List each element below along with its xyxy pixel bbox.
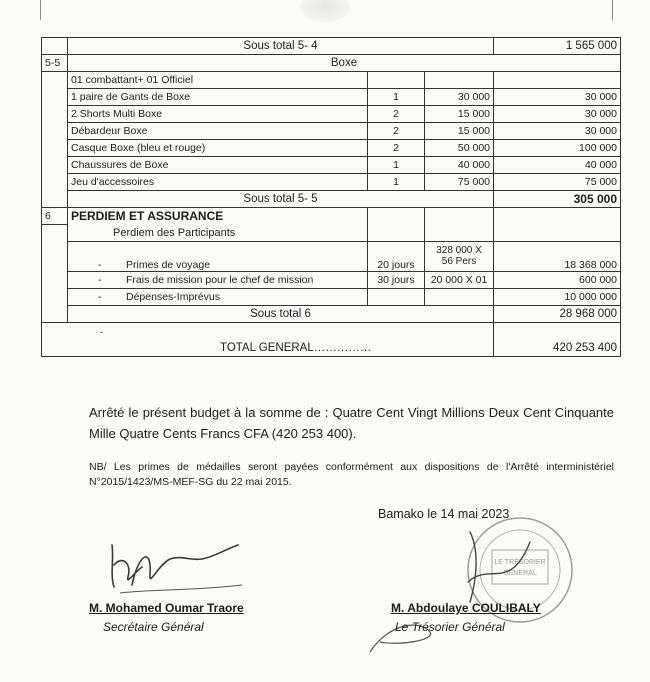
section-code: 5-5 [42, 55, 68, 72]
budget-table [41, 37, 621, 357]
row-dash: - [100, 326, 103, 337]
item-unit-price: 40 000 [425, 157, 494, 174]
item-label: Chaussures de Boxe [68, 157, 368, 174]
row-dash: - [98, 290, 102, 303]
table-row [42, 140, 621, 157]
sub-header-row [42, 225, 621, 242]
section-header-row [42, 208, 621, 225]
subtotal-row [42, 38, 621, 55]
table-row [42, 241, 621, 271]
row-dash: - [98, 273, 102, 286]
edge-mark [612, 0, 613, 20]
subtotal-label: Sous total 6 [68, 305, 494, 322]
grand-total-label: TOTAL GENERAL…………… [220, 341, 372, 354]
item-qty: 2 [368, 140, 425, 157]
edge-mark [40, 0, 41, 20]
item-total: 10 000 000 [494, 288, 621, 305]
subtotal-row [42, 191, 621, 208]
item-qty: 30 jours [368, 271, 425, 288]
item-total: 75 000 [494, 174, 621, 191]
stamp-text: GENERAL [503, 570, 537, 577]
item-label: Jeu d'accessoires [68, 174, 368, 191]
table-row [42, 288, 621, 305]
subtotal-value: 305 000 [494, 191, 621, 208]
section-header-row [42, 55, 621, 72]
section-title: Boxe [68, 55, 621, 72]
page-stain [300, 0, 350, 22]
item-qty: 1 [368, 157, 425, 174]
item-label: 1 paire de Gants de Boxe [68, 89, 368, 106]
item-total: 40 000 [494, 157, 621, 174]
signatory-right-title: Le Trésorier Général [395, 620, 505, 634]
item-qty: 20 jours [368, 241, 425, 271]
row-dash: - [98, 258, 102, 271]
grand-total-row [42, 322, 621, 356]
item-total: 18 368 000 [494, 241, 621, 271]
subtotal-value: 28 968 000 [494, 305, 621, 322]
budget-conclusion: Arrêté le présent budget à la somme de : Quatre Cent Vingt Millions Deux Cent Cinquante Mille Quatre Cents Francs CFA (420 253 400). [89, 405, 614, 441]
item-qty [368, 288, 425, 305]
item-unit-price: 328 000 X 56 Pers [425, 241, 494, 271]
section-title: PERDIEM ET ASSURANCE [68, 208, 368, 225]
subtotal-value: 1 565 000 [494, 38, 621, 55]
item-unit-price: 30 000 [425, 89, 494, 106]
section-note-row [42, 72, 621, 89]
item-total: 30 000 [494, 123, 621, 140]
signatory-left-name: M. Mohamed Oumar Traore [89, 601, 244, 615]
sub-header: Perdiem des Participants [68, 225, 368, 242]
item-label: Primes de voyage [126, 258, 211, 271]
place-date: Bamako le 14 mai 2023 [378, 507, 510, 521]
note-paragraph: NB/ Les primes de médailles seront payées conformément aux dispositions de l'Arrêté interministériel N°2015/1423/MS-MEF-SG du 22 mai 2015. [89, 461, 614, 488]
signatory-right-name: M. Abdoulaye COULIBALY [391, 601, 541, 615]
item-unit-price: 15 000 [425, 106, 494, 123]
item-unit-price: 50 000 [425, 140, 494, 157]
item-unit-price [425, 288, 494, 305]
table-row [42, 123, 621, 140]
item-total: 600 000 [494, 271, 621, 288]
signature-left [92, 515, 262, 600]
item-total: 30 000 [494, 106, 621, 123]
item-label: Frais de mission pour le chef de mission [126, 273, 314, 286]
signatory-left-title: Secrétaire Général [103, 620, 204, 634]
item-unit-price: 20 000 X 01 [425, 271, 494, 288]
item-unit-price: 15 000 [425, 123, 494, 140]
subtotal-row [42, 305, 621, 322]
item-total: 30 000 [494, 89, 621, 106]
item-unit-price: 75 000 [425, 174, 494, 191]
stamp-text: LE TRESORIER [494, 559, 546, 566]
item-qty: 2 [368, 106, 425, 123]
table-row [42, 106, 621, 123]
item-qty: 1 [368, 89, 425, 106]
item-qty: 2 [368, 123, 425, 140]
item-label: 2 Shorts Multi Boxe [68, 106, 368, 123]
section-code: 6 [42, 208, 68, 225]
item-label: Casque Boxe (bleu et rouge) [68, 140, 368, 157]
subtotal-label: Sous total 5- 5 [68, 191, 494, 208]
grand-total-value: 420 253 400 [494, 322, 621, 356]
item-label: Débardeur Boxe [68, 123, 368, 140]
subtotal-label: Sous total 5- 4 [68, 38, 494, 55]
item-qty: 1 [368, 174, 425, 191]
table-row [42, 174, 621, 191]
section-note: 01 combattant+ 01 Officiel [68, 72, 368, 89]
table-row [42, 271, 621, 288]
item-total: 100 000 [494, 140, 621, 157]
table-row [42, 157, 621, 174]
table-row [42, 89, 621, 106]
item-label: Dépenses-Imprévus [126, 290, 220, 303]
